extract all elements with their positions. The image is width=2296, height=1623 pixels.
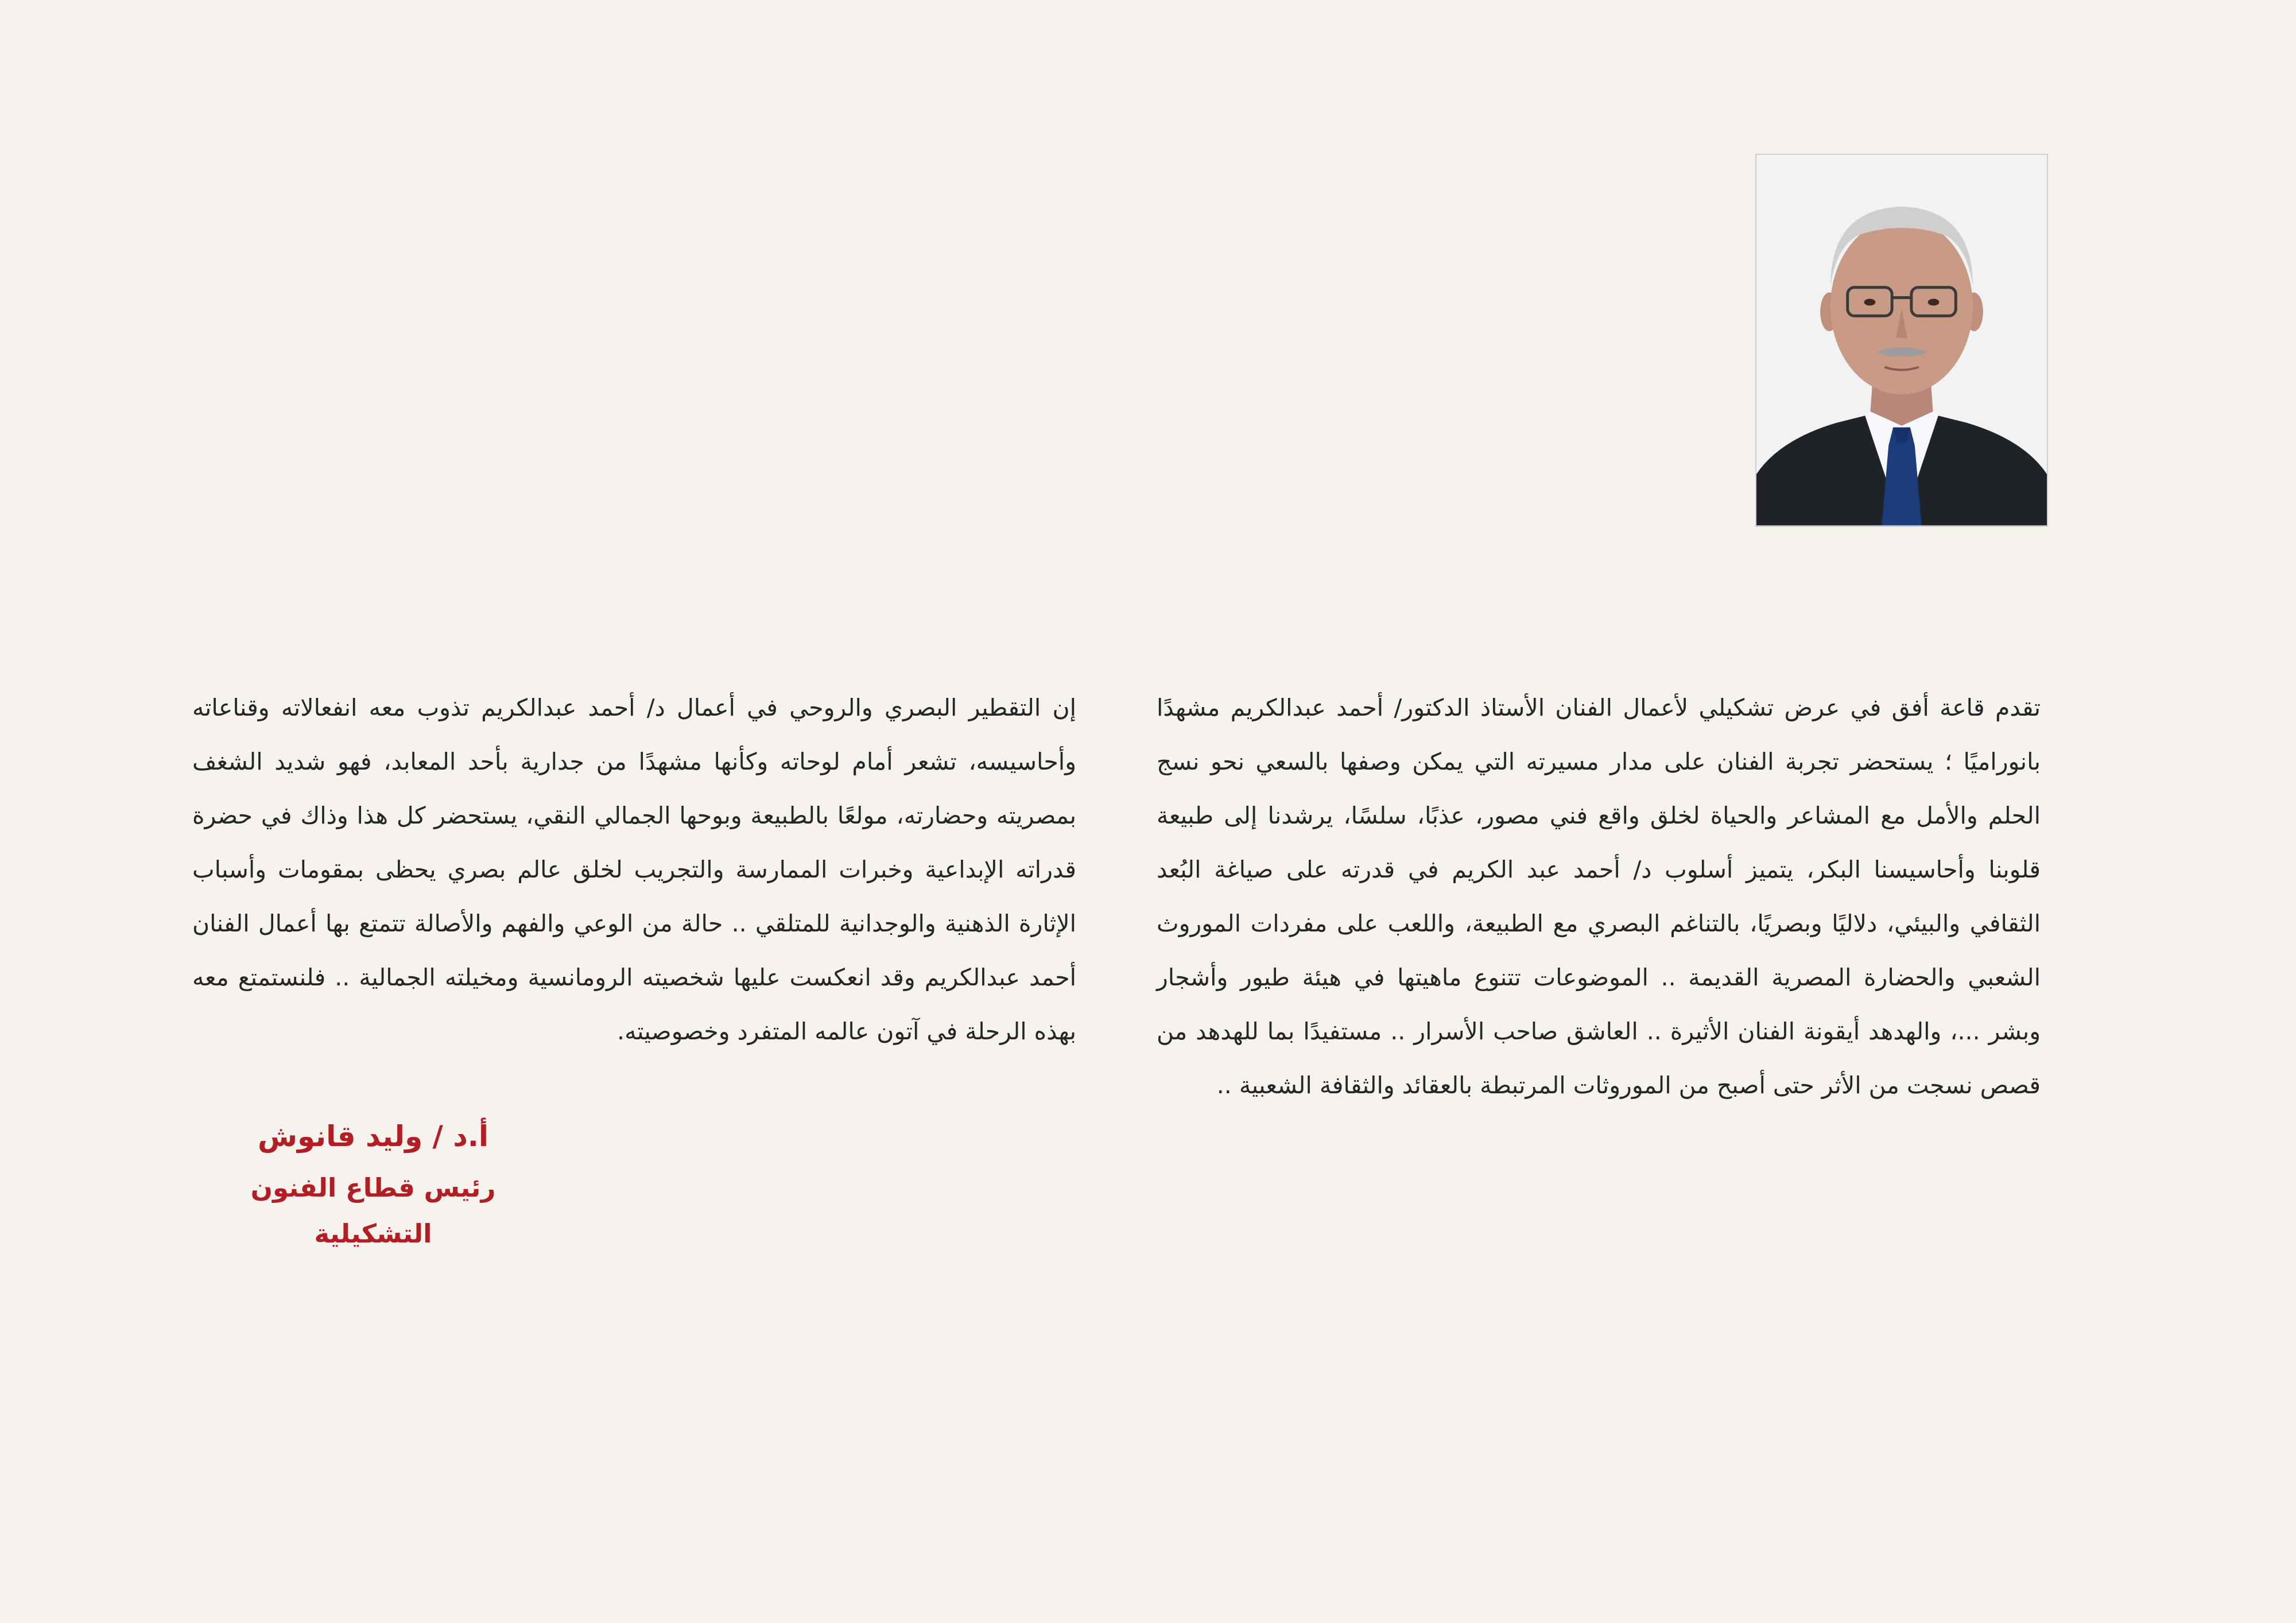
signature-name: أ.د / وليد قانوش <box>257 1120 489 1153</box>
portrait-illustration <box>1756 155 2047 526</box>
signature-block <box>195 1113 551 1257</box>
portrait-photo <box>1755 154 2048 527</box>
signature-title: رئيس قطاع الفنون التشكيلية <box>250 1172 496 1249</box>
body-paragraph: إن التقطير البصري والروحي في أعمال د/ أحمد عبدالكريم تذوب معه انفعالاته وقناعاته وأحاسيسه، تشعر أمام لوحاته وكأنها مشهدًا من جدارية بأحد المعابد، فهو شديد الشغف بمصريته وحضارته، مولعًا بالطبيعة وبوحها الجمالي النقي، يستحضر كل هذا وذاك في حضرة قدراته الإبداعية وخبرات الممارسة والتجريب لخلق عالم بصري يحظى بمقومات وأسباب الإثارة الذهنية والوجدانية للمتلقي .. حالة من الوعي والفهم والأصالة تتمتع بها أعمال الفنان أحمد عبدالكريم وقد انعكست عليها شخصيته الرومانسية ومخيلته الجمالية .. فلنستمتع معه بهذه الرحلة في آتون عالمه المتفرد وخصوصيته. <box>192 694 1076 1045</box>
intro-paragraph: تقدم قاعة أفق في عرض تشكيلي لأعمال الفنان الأستاذ الدكتور/ أحمد عبدالكريم مشهدًا بانوراميًا ؛ يستحضر تجربة الفنان على مدار مسيرته التي يمكن وصفها بالسعي نحو نسج الحلم والأمل مع المشاعر والحياة لخلق واقع فني مصور، عذبًا، سلسًا، يرشدنا إلى طبيعة قلوبنا وأحاسيسنا البكر، يتميز أسلوب د/ أحمد عبد الكريم في قدرته على صياغة البُعد الثقافي والبيئي، دلاليًا وبصريًا، بالتناغم البصري مع الطبيعة، واللعب على مفردات الموروث الشعبي والحضارة المصرية القديمة .. الموضوعات تتنوع ماهيتها في هيئة طيور وأشجار وبشر ...، والهدهد أيقونة الفنان الأثيرة .. العاشق صاحب الأسرار .. مستفيدًا بما للهدهد من قصص نسجت من الأثر حتى أصبح من الموروثات المرتبطة بالعقائد والثقافة الشعبية .. <box>1157 694 2041 1099</box>
